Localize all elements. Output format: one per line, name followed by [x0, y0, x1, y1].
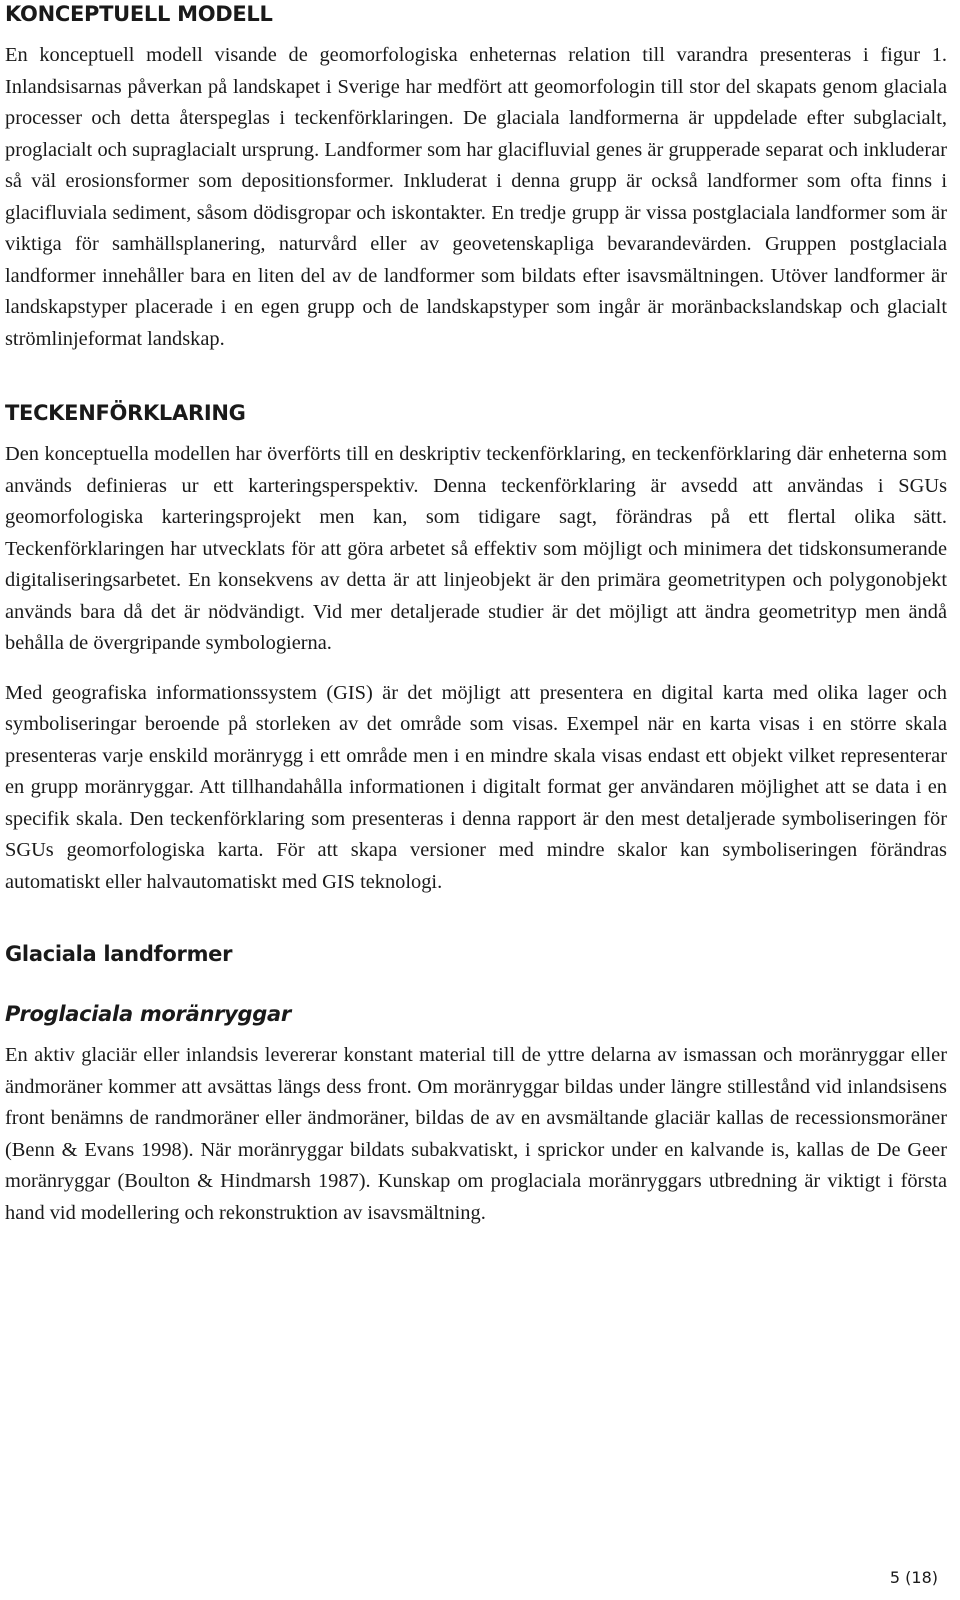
heading-proglaciala-moranryggar: Proglaciala moränryggar	[5, 1002, 291, 1026]
page-number: 5 (18)	[889, 1568, 938, 1587]
heading-teckenforklaring: TECKENFÖRKLARING	[5, 401, 246, 425]
paragraph-konceptuell-modell: En konceptuell modell visande de geomorfologiska enheternas relation till varandra presenteras i figur 1. Inlandsisarnas påverkan på landskapet i Sverige har medfört att geomorfologin till stor del skapats genom glaciala processer och detta återspeglas i teckenförklaringen. De glaciala landformerna är uppdelade efter subglacialt, proglacialt och supraglacialt ursprung. Landformer som har glacifluvial genes är grupperade separat och inkluderar så väl erosionsformer som depositionsformer. Inkluderat i denna grupp är också landformer som ofta finns i glacifluviala sediment, såsom dödisgropar och iskontakter. En tredje grupp är vissa postglaciala landformer som är viktiga för samhällsplanering, naturvård eller av geovetenskapliga bevarandevärden. Gruppen postglaciala landformer innehåller bara en liten del av de landformer som bildats efter isavsmältningen. Utöver landformer är landskapstyper placerade i en egen grupp och de landskapstyper som ingår är moränbackslandskap och glacialt strömlinjeformat landskap.	[5, 44, 947, 350]
heading-glaciala-landformer: Glaciala landformer	[5, 942, 233, 966]
paragraph-teckenforklaring-2: Med geografiska informationssystem (GIS) är det möjligt att presentera en digital karta med olika lager och symboliseringar beroende på storleken av det område som visas. Exempel när en karta visas i en större skala presenteras varje enskild moränrygg i ett område men i en mindre skala visas endast ett objekt vilket representerar en grupp moränryggar. Att tillhandahålla informationen i digitalt format ger användaren möjlighet att se data i en specifik skala. Den teckenförklaring som presenteras i denna rapport är den mest detaljerade symboliseringen för SGUs geomorfologiska karta. För att skapa versioner med mindre skalor kan symboliseringen förändras automatiskt eller halvautomatiskt med GIS teknologi.	[5, 681, 947, 893]
paragraph-teckenforklaring-1: Den konceptuella modellen har överförts till en deskriptiv teckenförklaring, en teckenförklaring där enheterna som används definieras ur ett karteringsperspektiv. Denna teckenförklaring är avsedd att användas i SGUs geomorfologiska karteringsprojekt men kan, som tidigare sagt, förändras på ett flertal olika sätt. Teckenförklaringen har utvecklats för att göra arbetet så effektiv som möjligt och minimera det tidskonsumerande digitaliseringsarbetet. En konsekvens av detta är att linjeobjekt är den primära geometritypen och polygonobjekt används bara då det är nödvändigt. Vid mer detaljerade studier är det möjligt att ändra geometrityp men ändå behålla de övergripande symbologierna.	[5, 443, 947, 654]
heading-konceptuell-modell: KONCEPTUELL MODELL	[5, 2, 273, 26]
document-page	[5, 0, 947, 1229]
paragraph-proglaciala-moranryggar: En aktiv glaciär eller inlandsis levererar konstant material till de yttre delarna av ismassan och moränryggar eller ändmoräner kommer att avsättas längs dess front. Om moränryggar bildas under längre stillestånd vid inlandsisens front benämns de randmoräner eller ändmoräner, bildas de av en avsmältande glaciär kallas de recessionsmoräner (Benn & Evans 1998). När moränryggar bildats subakvatiskt, i sprickor under en kalvande is, kallas de De Geer moränryggar (Boulton & Hindmarsh 1987). Kunskap om proglaciala moränryggars utbredning är viktigt i första hand vid modellering och rekonstruktion av isavsmältning.	[5, 1044, 947, 1224]
